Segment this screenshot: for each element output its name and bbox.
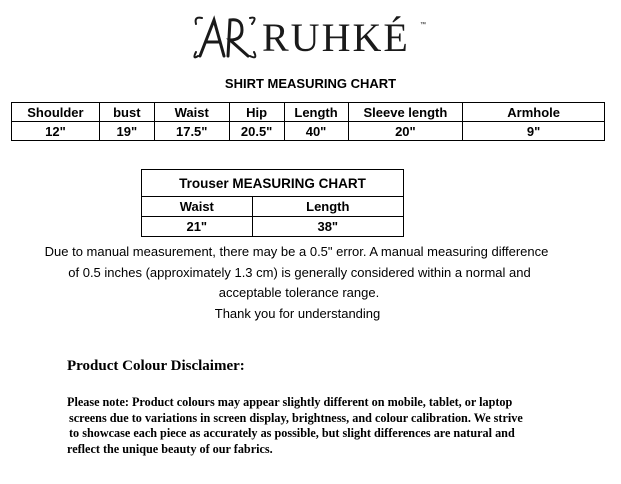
colour-disclaimer-text [67, 395, 587, 457]
header-cell-sleeve-length: Sleeve length [348, 103, 463, 122]
note-line: of 0.5 inches (approximately 1.3 cm) is generally considered within a normal and [68, 264, 531, 280]
table-header-row [12, 103, 605, 122]
trouser-measuring-table [141, 169, 404, 237]
value-cell-sleeve-length: 20" [348, 122, 463, 141]
brand-logo [192, 12, 432, 62]
value-cell-hip: 20.5" [229, 122, 284, 141]
monogram-icon [192, 12, 262, 62]
shirt-measuring-table [11, 102, 605, 141]
measurement-note [0, 242, 621, 324]
note-line: Thank you for understanding [214, 305, 381, 321]
header-cell-bust: bust [99, 103, 154, 122]
header-cell-length: Length [284, 103, 348, 122]
note-line: acceptable tolerance range. [218, 285, 380, 300]
value-cell-length: 38" [252, 217, 403, 237]
value-cell-shoulder: 12" [12, 122, 100, 141]
header-cell-shoulder: Shoulder [12, 103, 100, 122]
table-row [12, 122, 605, 141]
trouser-chart-title: Trouser MEASURING CHART [142, 170, 404, 197]
header-cell-length: Length [252, 197, 403, 217]
header-cell-armhole: Armhole [463, 103, 605, 122]
table-title-row [142, 170, 404, 197]
header-cell-hip: Hip [229, 103, 284, 122]
brand-name: RUHKÉ [262, 15, 410, 60]
colour-disclaimer-title: Product Colour Disclaimer: [67, 358, 245, 374]
table-row [142, 217, 404, 237]
value-cell-armhole: 9" [463, 122, 605, 141]
value-cell-waist: 21" [142, 217, 253, 237]
trademark-symbol: ™ [420, 22, 426, 28]
note-line: Due to manual measurement, there may be a 0.5" error. A manual measuring difference [44, 244, 549, 259]
disclaimer-line: Please note: Product colours may appear slightly different on mobile, tablet, or laptop [67, 395, 513, 409]
table-header-row [142, 197, 404, 217]
header-cell-waist: Waist [154, 103, 229, 122]
value-cell-waist: 17.5" [154, 122, 229, 141]
value-cell-length: 40" [284, 122, 348, 141]
value-cell-bust: 19" [99, 122, 154, 141]
disclaimer-line: screens due to variations in screen display, brightness, and colour calibration. We strive [69, 410, 523, 425]
disclaimer-line: to showcase each piece as accurately as possible, but slight differences are natural and [69, 426, 515, 440]
shirt-chart-title: SHIRT MEASURING CHART [224, 76, 397, 91]
header-cell-waist: Waist [142, 197, 253, 217]
disclaimer-line: reflect the unique beauty of our fabrics. [67, 441, 273, 456]
